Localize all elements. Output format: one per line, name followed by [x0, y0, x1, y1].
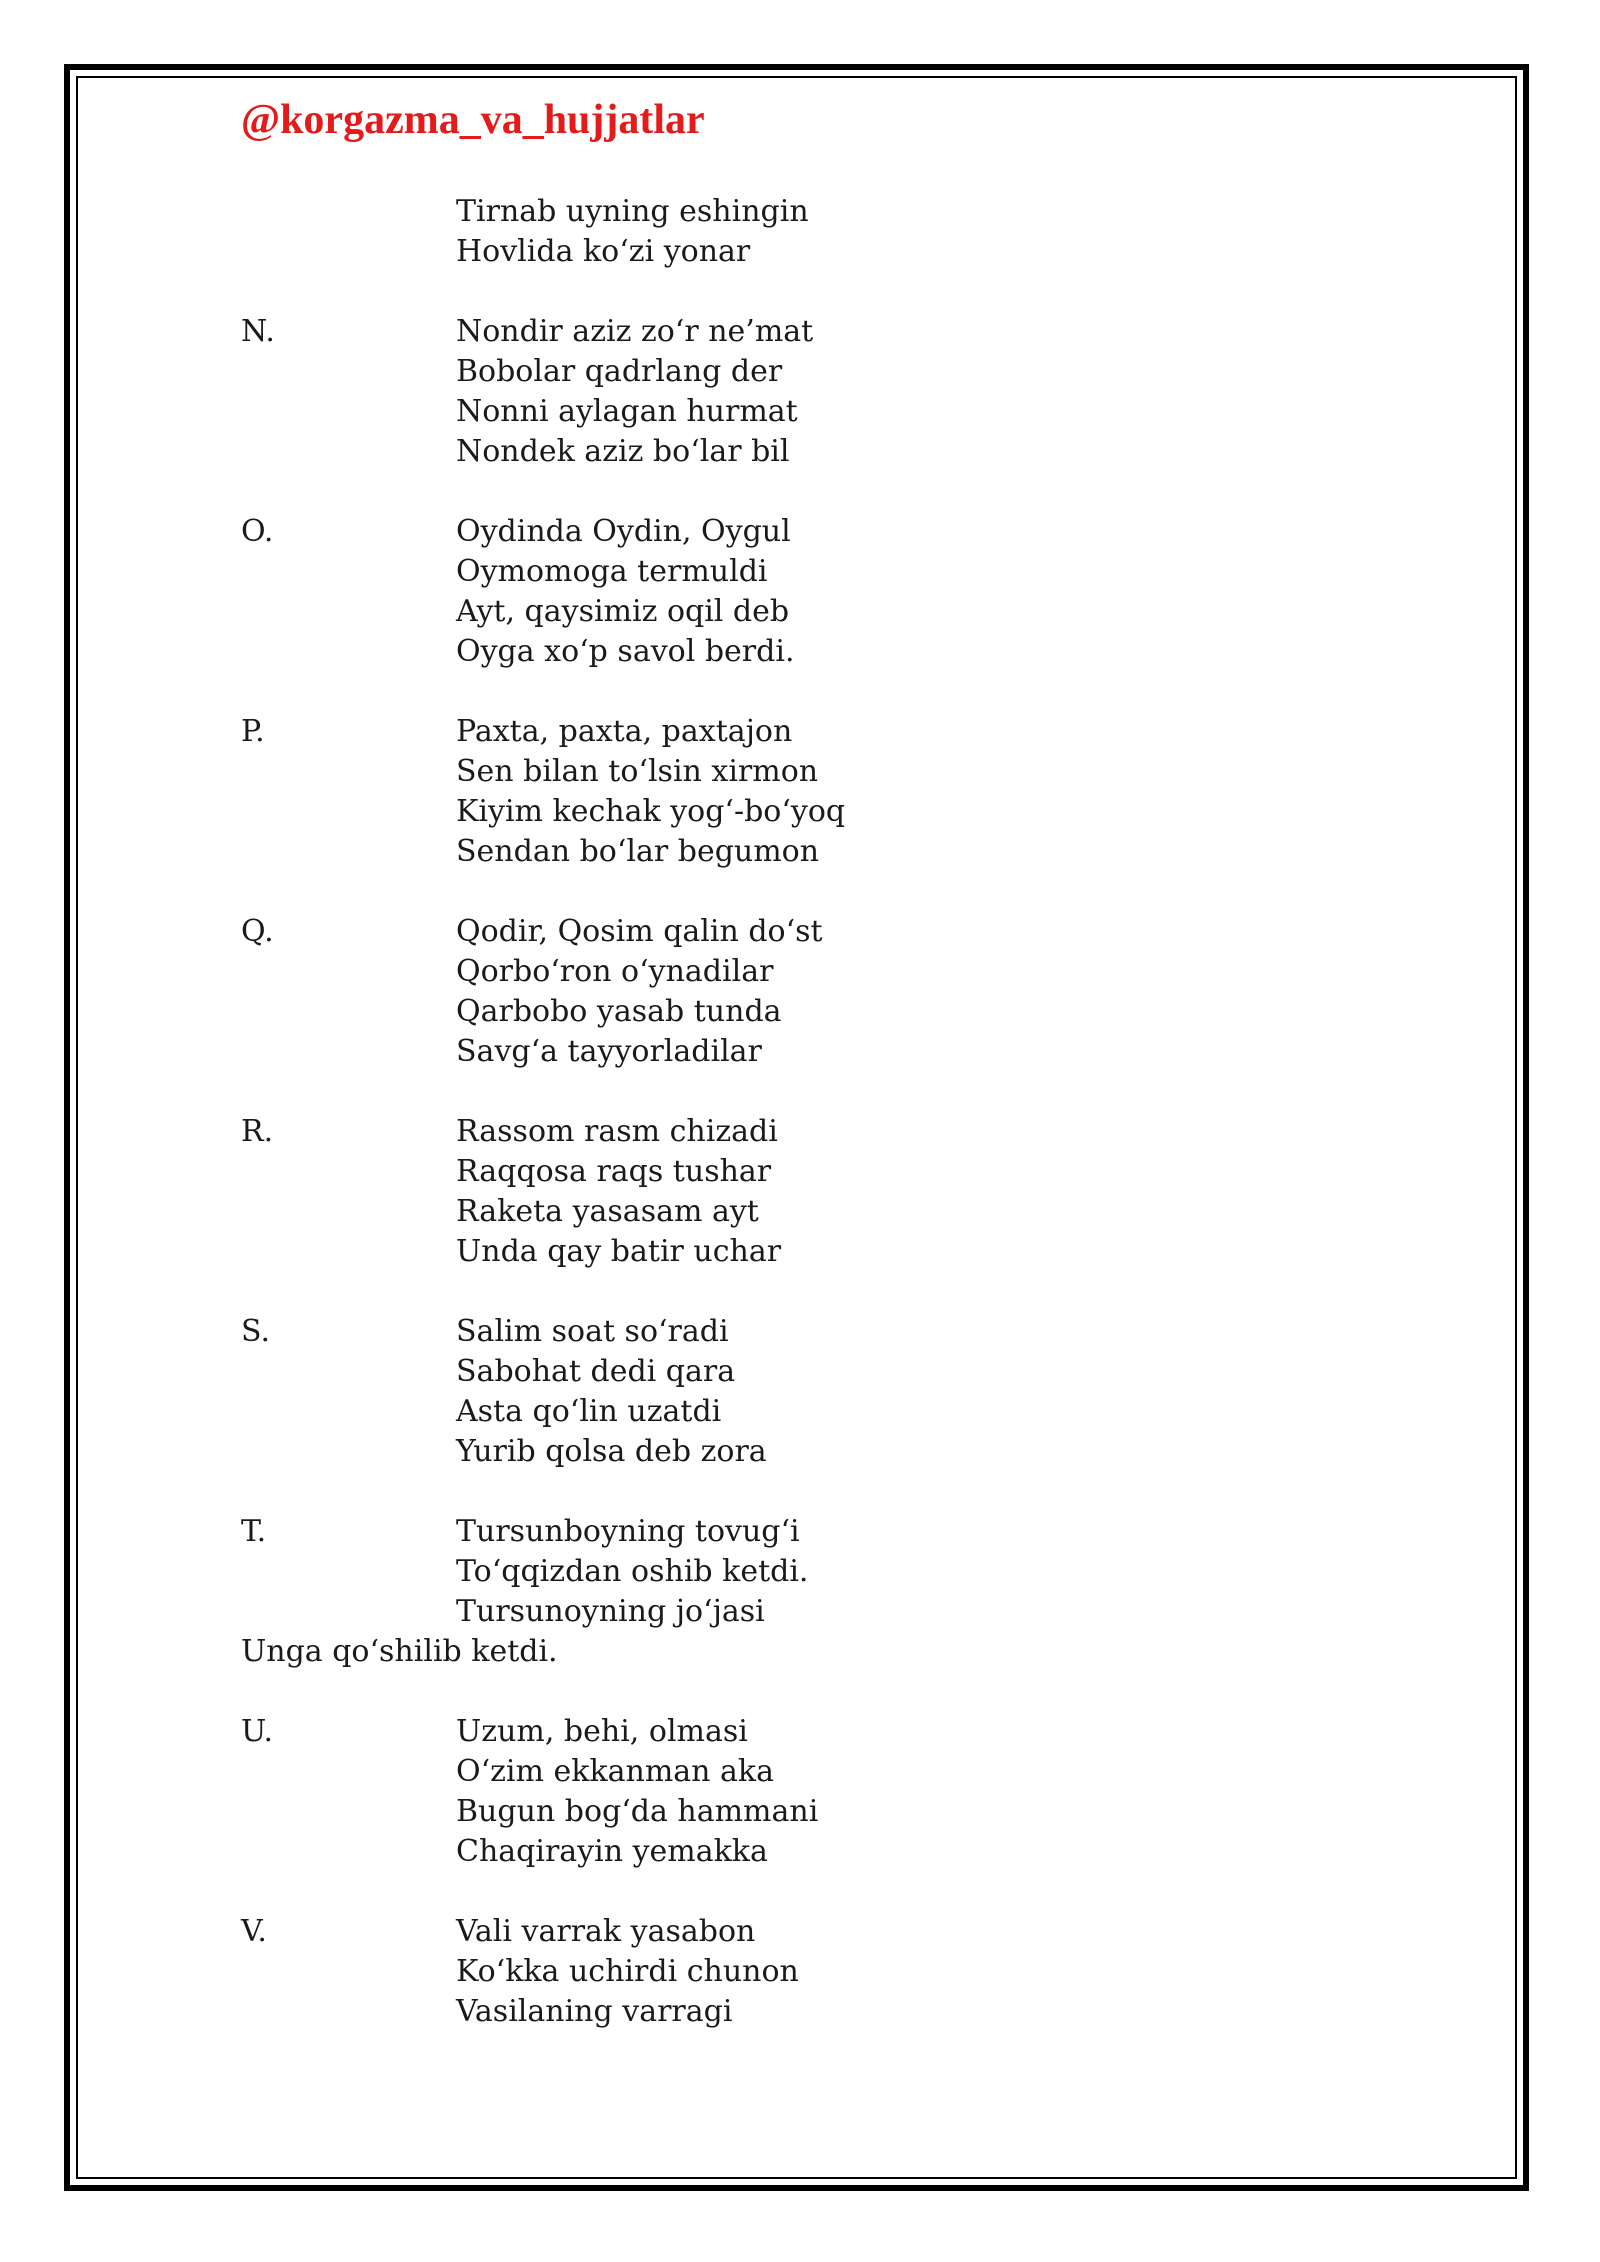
verse-line: Raqqosa raqs tushar	[456, 1154, 772, 1189]
stanza-letter: Q.	[241, 914, 274, 949]
stanza-letter: R.	[241, 1114, 274, 1149]
verse-line: Sabohat dedi qara	[456, 1354, 736, 1389]
verse-line: Sen bilan to‘lsin xirmon	[456, 754, 819, 789]
verse-line: To‘qqizdan oshib ketdi.	[456, 1554, 809, 1589]
verse-line: Ko‘kka uchirdi chunon	[456, 1954, 799, 1989]
stanza-letter: V.	[241, 1914, 267, 1949]
stanza-letter: S.	[241, 1314, 271, 1349]
verse-line: Nonni aylagan hurmat	[456, 394, 798, 429]
verse-line: Vasilaning varragi	[456, 1994, 733, 2029]
stanza-letter: O.	[241, 514, 274, 549]
verse-line: Raketa yasasam ayt	[456, 1194, 759, 1229]
verse-line: Oydinda Oydin, Oygul	[456, 514, 791, 549]
stanza-letter: T.	[241, 1514, 267, 1549]
verse-line: Yurib qolsa deb zora	[456, 1434, 767, 1469]
verse-line: Salim soat so‘radi	[456, 1314, 729, 1349]
verse-line: Savg‘a tayyorladilar	[456, 1034, 762, 1069]
verse-line: Sendan bo‘lar begumon	[456, 834, 820, 869]
verse-line: Qarbobo yasab tunda	[456, 994, 782, 1029]
verse-line: Chaqirayin yemakka	[456, 1834, 768, 1869]
verse-line: Vali varrak yasabon	[456, 1914, 756, 1949]
verse-line: Bugun bog‘da hammani	[456, 1794, 819, 1829]
verse-line: O‘zim ekkanman aka	[456, 1754, 774, 1789]
verse-line: Rassom rasm chizadi	[456, 1114, 778, 1149]
verse-line: Ayt, qaysimiz oqil deb	[456, 594, 790, 629]
verse-line: Kiyim kechak yog‘-bo‘yoq	[456, 794, 846, 829]
verse-line: Oymomoga termuldi	[456, 554, 768, 589]
verse-line: Bobolar qadrlang der	[456, 354, 783, 389]
verse-line: Tursunboyning tovug‘i	[456, 1514, 800, 1549]
channel-handle: @korgazma_va_hujjatlar	[241, 97, 705, 143]
verse-line: Unda qay batir uchar	[456, 1234, 782, 1269]
stanza-letter: P.	[241, 714, 265, 749]
verse-line: Asta qo‘lin uzatdi	[456, 1394, 722, 1429]
intro-line: Hovlida ko‘zi yonar	[456, 234, 751, 269]
verse-line: Oyga xo‘p savol berdi.	[456, 634, 795, 669]
verse-line: Tursunoyning jo‘jasi	[456, 1594, 765, 1629]
verse-line: Qodir, Qosim qalin do‘st	[456, 914, 823, 949]
intro-line: Tirnab uyning eshingin	[456, 194, 809, 229]
verse-line: Uzum, behi, olmasi	[456, 1714, 748, 1749]
verse-line: Paxta, paxta, paxtajon	[456, 714, 793, 749]
verse-line: Nondir aziz zo‘r ne’mat	[456, 314, 814, 349]
stanza-letter: U.	[241, 1714, 274, 1749]
verse-line: Qorbo‘ron o‘ynadilar	[456, 954, 774, 989]
stanza-letter: N.	[241, 314, 275, 349]
verse-line: Unga qo‘shilib ketdi.	[241, 1634, 558, 1669]
verse-line: Nondek aziz bo‘lar bil	[456, 434, 790, 469]
